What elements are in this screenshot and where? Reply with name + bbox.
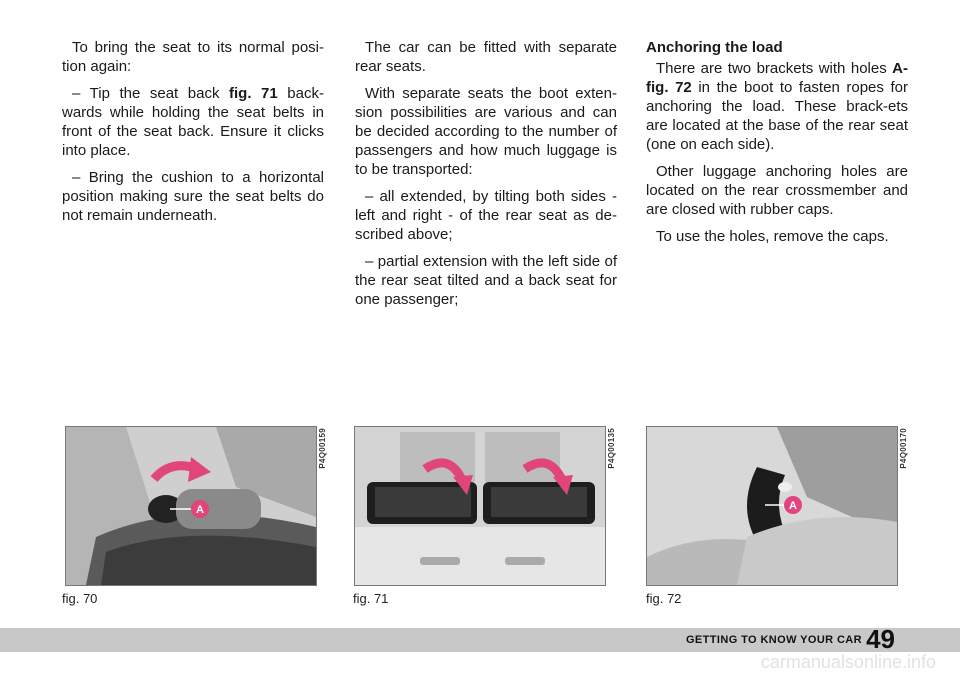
figure-71-image bbox=[354, 426, 606, 586]
figure-code: P4Q00159 bbox=[318, 428, 327, 469]
text-column-1 bbox=[62, 38, 324, 233]
figure-reference: fig. 71 bbox=[229, 85, 278, 102]
text-column-3 bbox=[646, 38, 908, 254]
callout-label-a: A bbox=[196, 504, 204, 516]
paragraph: – Tip the seat back fig. 71 back-wards while holding the seat belts in front of the seat back. Ensure it clicks into place. bbox=[62, 85, 324, 159]
figure-caption: fig. 72 bbox=[646, 591, 682, 606]
text-column-2 bbox=[355, 38, 617, 317]
figure-caption: fig. 70 bbox=[62, 591, 98, 606]
paragraph: The car can be fitted with separate rear seats. bbox=[355, 39, 617, 75]
paragraph: – all extended, by tilting both sides - left and right - of the rear seat as de-scribed above; bbox=[355, 188, 617, 243]
paragraph: To bring the seat to its normal posi-tion again: bbox=[62, 39, 324, 75]
page-number: 49 bbox=[866, 624, 895, 654]
callout-label-a: A bbox=[789, 500, 797, 512]
section-heading: Anchoring the load bbox=[646, 39, 783, 56]
watermark: carmanualsonline.info bbox=[760, 652, 936, 672]
paragraph: With separate seats the boot exten-sion possibilities are various and can be decided according to the number of passengers and how much luggage is to be transported: bbox=[355, 85, 617, 178]
paragraph: – partial extension with the left side of the rear seat tilted and a back seat for one passenger; bbox=[355, 253, 617, 308]
paragraph: – Bring the cushion to a horizontal position making sure the seat belts do not remain underneath. bbox=[62, 169, 324, 224]
figure-caption: fig. 71 bbox=[353, 591, 389, 606]
paragraph: Other luggage anchoring holes are located on the rear crossmember and are closed with rubber caps. bbox=[646, 163, 908, 218]
section-title: GETTING TO KNOW YOUR CAR bbox=[685, 634, 862, 646]
paragraph: To use the holes, remove the caps. bbox=[656, 228, 889, 245]
figure-72-image bbox=[646, 426, 898, 586]
figure-code: P4Q00135 bbox=[607, 428, 616, 469]
figure-code: P4Q00170 bbox=[899, 428, 908, 469]
figure-70-image bbox=[65, 426, 317, 586]
figure-reference: A-fig. 72 bbox=[646, 60, 908, 96]
paragraph: There are two brackets with holes A-fig. 72 in the boot to fasten ropes for anchoring the load. These brack-ets are located at the base of the rear seat (one on each side). bbox=[646, 60, 908, 153]
